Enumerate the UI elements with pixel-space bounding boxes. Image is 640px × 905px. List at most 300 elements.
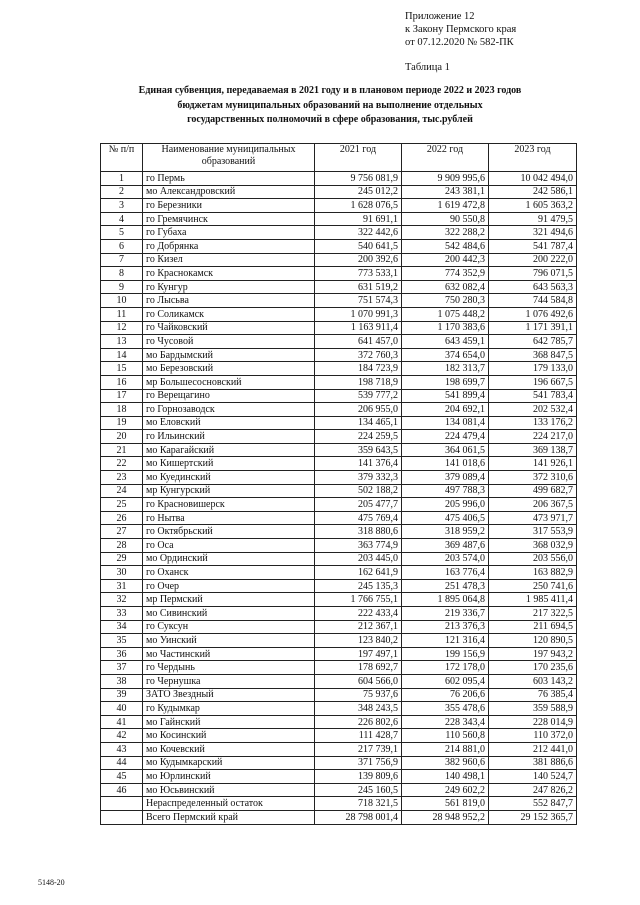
row-number-cell: 5 [101,226,143,240]
amount-2021-cell: 184 723,9 [315,362,402,376]
amount-2023-cell: 212 441,0 [489,742,577,756]
amount-2022-cell: 141 018,6 [402,457,489,471]
municipality-name-cell: го Чусовой [143,335,315,349]
amount-2022-cell: 200 442,3 [402,253,489,267]
amount-2023-cell: 196 667,5 [489,375,577,389]
amount-2022-cell: 541 899,4 [402,389,489,403]
row-number-cell: 11 [101,307,143,321]
title-line-3: государственных полномочий в сфере образования, тыс.рублей [187,114,473,125]
amount-2023-cell: 163 882,9 [489,566,577,580]
amount-2023-cell: 1 605 363,2 [489,199,577,213]
row-number-cell: 26 [101,511,143,525]
table-row [101,484,577,498]
municipality-name-cell: го Нытва [143,511,315,525]
amount-2022-cell: 163 776,4 [402,566,489,580]
table-row [101,185,577,199]
amount-2022-cell: 774 352,9 [402,267,489,281]
amount-2021-cell: 372 760,3 [315,348,402,362]
row-number-cell: 22 [101,457,143,471]
amount-2021-cell: 245 160,5 [315,783,402,797]
amount-2022-cell: 475 406,5 [402,511,489,525]
amount-2023-cell: 643 563,3 [489,280,577,294]
table-row [101,253,577,267]
table-row [101,348,577,362]
row-number-cell: 30 [101,566,143,580]
row-number-cell: 4 [101,212,143,226]
amount-2021-cell: 9 756 081,9 [315,172,402,186]
amount-2021-cell: 1 163 911,4 [315,321,402,335]
amount-2023-cell: 202 532,4 [489,403,577,417]
amount-2023-cell: 321 494,6 [489,226,577,240]
amount-2021-cell: 348 243,5 [315,702,402,716]
municipality-name-cell: мо Кишертский [143,457,315,471]
table-row [101,579,577,593]
amount-2021-cell: 371 756,9 [315,756,402,770]
row-number-cell: 45 [101,770,143,784]
table-row [101,566,577,580]
table-row [101,375,577,389]
table-row [101,783,577,797]
amount-2022-cell: 199 156,9 [402,647,489,661]
table-row [101,810,577,824]
row-number-cell: 9 [101,280,143,294]
table-row [101,416,577,430]
amount-2023-cell: 203 556,0 [489,552,577,566]
municipality-name-cell: го Чайковский [143,321,315,335]
municipality-name-cell: мр Большесосновский [143,375,315,389]
amount-2023-cell: 541 787,4 [489,239,577,253]
municipality-name-cell: го Очер [143,579,315,593]
amount-2022-cell: 214 881,0 [402,742,489,756]
municipality-name-cell: мо Березовский [143,362,315,376]
row-number-cell: 15 [101,362,143,376]
amount-2021-cell: 363 774,9 [315,539,402,553]
amount-2023-cell: 796 071,5 [489,267,577,281]
municipality-name-cell: го Оханск [143,566,315,580]
row-number-cell: 13 [101,335,143,349]
row-number-cell: 39 [101,688,143,702]
amount-2021-cell: 203 445,0 [315,552,402,566]
appendix-block [405,10,516,49]
municipality-name-cell: го Чердынь [143,661,315,675]
table-row [101,471,577,485]
amount-2023-cell: 197 943,2 [489,647,577,661]
row-number-cell: 16 [101,375,143,389]
amount-2021-cell: 318 880,6 [315,525,402,539]
amount-2023-cell: 1 171 391,1 [489,321,577,335]
amount-2023-cell: 200 222,0 [489,253,577,267]
amount-2022-cell: 369 487,6 [402,539,489,553]
row-number-cell [101,797,143,811]
document-title [100,84,560,128]
table-row [101,797,577,811]
municipality-name-cell: мо Кочевский [143,742,315,756]
amount-2023-cell: 211 694,5 [489,620,577,634]
municipality-name-cell: мо Уинский [143,634,315,648]
amount-2022-cell: 750 280,3 [402,294,489,308]
municipality-name-cell: го Кунгур [143,280,315,294]
amount-2021-cell: 200 392,6 [315,253,402,267]
table-row [101,674,577,688]
amount-2023-cell: 642 785,7 [489,335,577,349]
amount-2021-cell: 502 188,2 [315,484,402,498]
row-number-cell: 12 [101,321,143,335]
municipality-name-cell: го Гремячинск [143,212,315,226]
amount-2021-cell: 206 955,0 [315,403,402,417]
amount-2023-cell: 369 138,7 [489,443,577,457]
amount-2023-cell: 179 133,0 [489,362,577,376]
title-line-1: Единая субвенция, передаваемая в 2021 году и в плановом периоде 2022 и 2023 годов [138,85,522,96]
row-number-cell: 37 [101,661,143,675]
amount-2022-cell: 140 498,1 [402,770,489,784]
amount-2023-cell: 206 367,5 [489,498,577,512]
amount-2022-cell: 602 095,4 [402,674,489,688]
row-number-cell: 1 [101,172,143,186]
amount-2021-cell: 141 376,4 [315,457,402,471]
table-row [101,389,577,403]
table-row [101,607,577,621]
municipality-name-cell: Нераспределенный остаток [143,797,315,811]
table-row [101,715,577,729]
municipality-name-cell: Всего Пермский край [143,810,315,824]
row-number-cell: 20 [101,430,143,444]
amount-2023-cell: 217 322,5 [489,607,577,621]
table-row [101,362,577,376]
municipality-name-cell: го Пермь [143,172,315,186]
amount-2021-cell: 139 809,6 [315,770,402,784]
municipality-name-cell: мо Бардымский [143,348,315,362]
amount-2023-cell: 368 032,9 [489,539,577,553]
row-number-cell [101,810,143,824]
table-row [101,307,577,321]
municipality-name-cell: го Горнозаводск [143,403,315,417]
municipality-name-cell: го Оса [143,539,315,553]
amount-2023-cell: 541 783,4 [489,389,577,403]
amount-2021-cell: 245 135,3 [315,579,402,593]
amount-2022-cell: 318 959,2 [402,525,489,539]
amount-2022-cell: 1 075 448,2 [402,307,489,321]
amount-2022-cell: 364 061,5 [402,443,489,457]
amount-2021-cell: 226 802,6 [315,715,402,729]
row-number-cell: 7 [101,253,143,267]
footer-code: 5148-20 [38,878,65,887]
table-row [101,199,577,213]
municipality-name-cell: мо Косинский [143,729,315,743]
table-row [101,321,577,335]
amount-2023-cell: 473 971,7 [489,511,577,525]
amount-2022-cell: 204 692,1 [402,403,489,417]
amount-2021-cell: 359 643,5 [315,443,402,457]
row-number-cell: 31 [101,579,143,593]
amount-2022-cell: 243 381,1 [402,185,489,199]
amount-2022-cell: 1 619 472,8 [402,199,489,213]
amount-2021-cell: 1 766 755,1 [315,593,402,607]
amount-2021-cell: 224 259,5 [315,430,402,444]
amount-2023-cell: 91 479,5 [489,212,577,226]
row-number-cell: 6 [101,239,143,253]
amount-2022-cell: 219 336,7 [402,607,489,621]
row-number-cell: 27 [101,525,143,539]
amount-2023-cell: 10 042 494,0 [489,172,577,186]
header-2021: 2021 год [315,144,402,172]
table-row [101,742,577,756]
table-row [101,634,577,648]
amount-2022-cell: 322 288,2 [402,226,489,240]
amount-2021-cell: 641 457,0 [315,335,402,349]
amount-2021-cell: 111 428,7 [315,729,402,743]
amount-2021-cell: 198 718,9 [315,375,402,389]
amount-2023-cell: 76 385,4 [489,688,577,702]
amount-2023-cell: 120 890,5 [489,634,577,648]
row-number-cell: 33 [101,607,143,621]
table-row [101,647,577,661]
amount-2021-cell: 773 533,1 [315,267,402,281]
amount-2021-cell: 91 691,1 [315,212,402,226]
amount-2021-cell: 75 937,6 [315,688,402,702]
municipality-name-cell: мо Еловский [143,416,315,430]
amount-2021-cell: 379 332,3 [315,471,402,485]
amount-2022-cell: 110 560,8 [402,729,489,743]
amount-2023-cell: 247 826,2 [489,783,577,797]
amount-2022-cell: 632 082,4 [402,280,489,294]
amount-2021-cell: 222 433,4 [315,607,402,621]
amount-2021-cell: 205 477,7 [315,498,402,512]
municipality-name-cell: мо Кудымкарский [143,756,315,770]
table-row [101,539,577,553]
municipality-name-cell: го Губаха [143,226,315,240]
row-number-cell: 29 [101,552,143,566]
amount-2021-cell: 631 519,2 [315,280,402,294]
amount-2023-cell: 228 014,9 [489,715,577,729]
amount-2022-cell: 497 788,3 [402,484,489,498]
amount-2023-cell: 133 176,2 [489,416,577,430]
amount-2021-cell: 540 641,5 [315,239,402,253]
row-number-cell: 36 [101,647,143,661]
amount-2023-cell: 499 682,7 [489,484,577,498]
table-row [101,294,577,308]
municipality-name-cell: мо Карагайский [143,443,315,457]
table-row [101,239,577,253]
amount-2023-cell: 381 886,6 [489,756,577,770]
row-number-cell: 40 [101,702,143,716]
table-row [101,770,577,784]
amount-2021-cell: 197 497,1 [315,647,402,661]
row-number-cell: 14 [101,348,143,362]
amount-2023-cell: 359 588,9 [489,702,577,716]
municipality-name-cell: го Соликамск [143,307,315,321]
amount-2022-cell: 90 550,8 [402,212,489,226]
municipality-name-cell: го Суксун [143,620,315,634]
amount-2022-cell: 28 948 952,2 [402,810,489,824]
title-line-2: бюджетам муниципальных образований на выполнение отдельных [177,99,483,111]
table-row [101,525,577,539]
table-row [101,661,577,675]
municipality-name-cell: мо Ординский [143,552,315,566]
row-number-cell: 17 [101,389,143,403]
table-row [101,280,577,294]
amount-2021-cell: 751 574,3 [315,294,402,308]
row-number-cell: 8 [101,267,143,281]
table-label: Таблица 1 [405,62,450,73]
amount-2022-cell: 542 484,6 [402,239,489,253]
row-number-cell: 32 [101,593,143,607]
amount-2022-cell: 198 699,7 [402,375,489,389]
table-row [101,430,577,444]
amount-2022-cell: 382 960,6 [402,756,489,770]
row-number-cell: 23 [101,471,143,485]
row-number-cell: 28 [101,539,143,553]
row-number-cell: 10 [101,294,143,308]
header-2022: 2022 год [402,144,489,172]
amount-2021-cell: 1 070 991,3 [315,307,402,321]
municipality-name-cell: го Добрянка [143,239,315,253]
subvention-table [100,143,577,825]
amount-2021-cell: 178 692,7 [315,661,402,675]
appendix-title: Приложение 12 [405,11,475,22]
municipality-name-cell: го Лысьва [143,294,315,308]
row-number-cell: 42 [101,729,143,743]
table-row [101,457,577,471]
municipality-name-cell: мо Частинский [143,647,315,661]
municipality-name-cell: го Березники [143,199,315,213]
municipality-name-cell: го Красновишерск [143,498,315,512]
row-number-cell: 24 [101,484,143,498]
amount-2021-cell: 134 465,1 [315,416,402,430]
municipality-name-cell: мо Юсьвинский [143,783,315,797]
amount-2022-cell: 379 089,4 [402,471,489,485]
amount-2023-cell: 552 847,7 [489,797,577,811]
amount-2022-cell: 76 206,6 [402,688,489,702]
table-row [101,403,577,417]
amount-2023-cell: 372 310,6 [489,471,577,485]
municipality-name-cell: мо Гайнский [143,715,315,729]
amount-2022-cell: 374 654,0 [402,348,489,362]
amount-2022-cell: 228 343,4 [402,715,489,729]
amount-2022-cell: 643 459,1 [402,335,489,349]
amount-2021-cell: 28 798 001,4 [315,810,402,824]
amount-2022-cell: 134 081,4 [402,416,489,430]
amount-2022-cell: 561 819,0 [402,797,489,811]
table-row [101,593,577,607]
amount-2022-cell: 251 478,3 [402,579,489,593]
amount-2023-cell: 368 847,5 [489,348,577,362]
amount-2021-cell: 162 641,9 [315,566,402,580]
row-number-cell: 25 [101,498,143,512]
municipality-name-cell: мо Юрлинский [143,770,315,784]
table-header-row [101,144,577,172]
amount-2021-cell: 539 777,2 [315,389,402,403]
municipality-name-cell: мр Пермский [143,593,315,607]
municipality-name-cell: мо Куединский [143,471,315,485]
amount-2023-cell: 1 985 411,4 [489,593,577,607]
municipality-name-cell: го Кизел [143,253,315,267]
table-row [101,688,577,702]
municipality-name-cell: мо Сивинский [143,607,315,621]
amount-2021-cell: 322 442,6 [315,226,402,240]
appendix-law: к Закону Пермского края [405,24,517,35]
municipality-name-cell: ЗАТО Звездный [143,688,315,702]
municipality-name-cell: го Кудымкар [143,702,315,716]
table-row [101,729,577,743]
amount-2022-cell: 182 313,7 [402,362,489,376]
amount-2021-cell: 1 628 076,5 [315,199,402,213]
appendix-date: от 07.12.2020 № 582-ПК [405,37,514,48]
table-row [101,756,577,770]
amount-2022-cell: 9 909 995,6 [402,172,489,186]
table-row [101,172,577,186]
municipality-name-cell: го Ильинский [143,430,315,444]
row-number-cell: 18 [101,403,143,417]
municipality-name-cell: го Чернушка [143,674,315,688]
header-num: № п/п [101,144,143,172]
table-row [101,702,577,716]
amount-2023-cell: 140 524,7 [489,770,577,784]
row-number-cell: 21 [101,443,143,457]
table-row [101,511,577,525]
amount-2021-cell: 217 739,1 [315,742,402,756]
amount-2022-cell: 172 178,0 [402,661,489,675]
row-number-cell: 35 [101,634,143,648]
amount-2022-cell: 203 574,0 [402,552,489,566]
header-2023: 2023 год [489,144,577,172]
header-name: Наименование муниципальных образований [143,144,315,172]
amount-2021-cell: 245 012,2 [315,185,402,199]
amount-2023-cell: 744 584,8 [489,294,577,308]
row-number-cell: 2 [101,185,143,199]
amount-2023-cell: 29 152 365,7 [489,810,577,824]
amount-2023-cell: 1 076 492,6 [489,307,577,321]
amount-2023-cell: 141 926,1 [489,457,577,471]
municipality-name-cell: го Октябрьский [143,525,315,539]
table-row [101,335,577,349]
table-row [101,498,577,512]
municipality-name-cell: мр Кунгурский [143,484,315,498]
amount-2022-cell: 224 479,4 [402,430,489,444]
amount-2022-cell: 249 602,2 [402,783,489,797]
row-number-cell: 19 [101,416,143,430]
amount-2022-cell: 1 170 383,6 [402,321,489,335]
amount-2022-cell: 205 996,0 [402,498,489,512]
amount-2022-cell: 355 478,6 [402,702,489,716]
municipality-name-cell: го Верещагино [143,389,315,403]
table-row [101,267,577,281]
row-number-cell: 44 [101,756,143,770]
amount-2023-cell: 250 741,6 [489,579,577,593]
amount-2021-cell: 604 566,0 [315,674,402,688]
row-number-cell: 34 [101,620,143,634]
amount-2021-cell: 123 840,2 [315,634,402,648]
row-number-cell: 43 [101,742,143,756]
table-row [101,443,577,457]
amount-2021-cell: 212 367,1 [315,620,402,634]
amount-2021-cell: 718 321,5 [315,797,402,811]
table-row [101,212,577,226]
table-row [101,226,577,240]
amount-2022-cell: 1 895 064,8 [402,593,489,607]
table-row [101,620,577,634]
table-row [101,552,577,566]
municipality-name-cell: го Краснокамск [143,267,315,281]
municipality-name-cell: мо Александровский [143,185,315,199]
amount-2022-cell: 121 316,4 [402,634,489,648]
row-number-cell: 41 [101,715,143,729]
amount-2023-cell: 110 372,0 [489,729,577,743]
row-number-cell: 3 [101,199,143,213]
amount-2023-cell: 603 143,2 [489,674,577,688]
amount-2023-cell: 242 586,1 [489,185,577,199]
amount-2023-cell: 170 235,6 [489,661,577,675]
amount-2023-cell: 224 217,0 [489,430,577,444]
